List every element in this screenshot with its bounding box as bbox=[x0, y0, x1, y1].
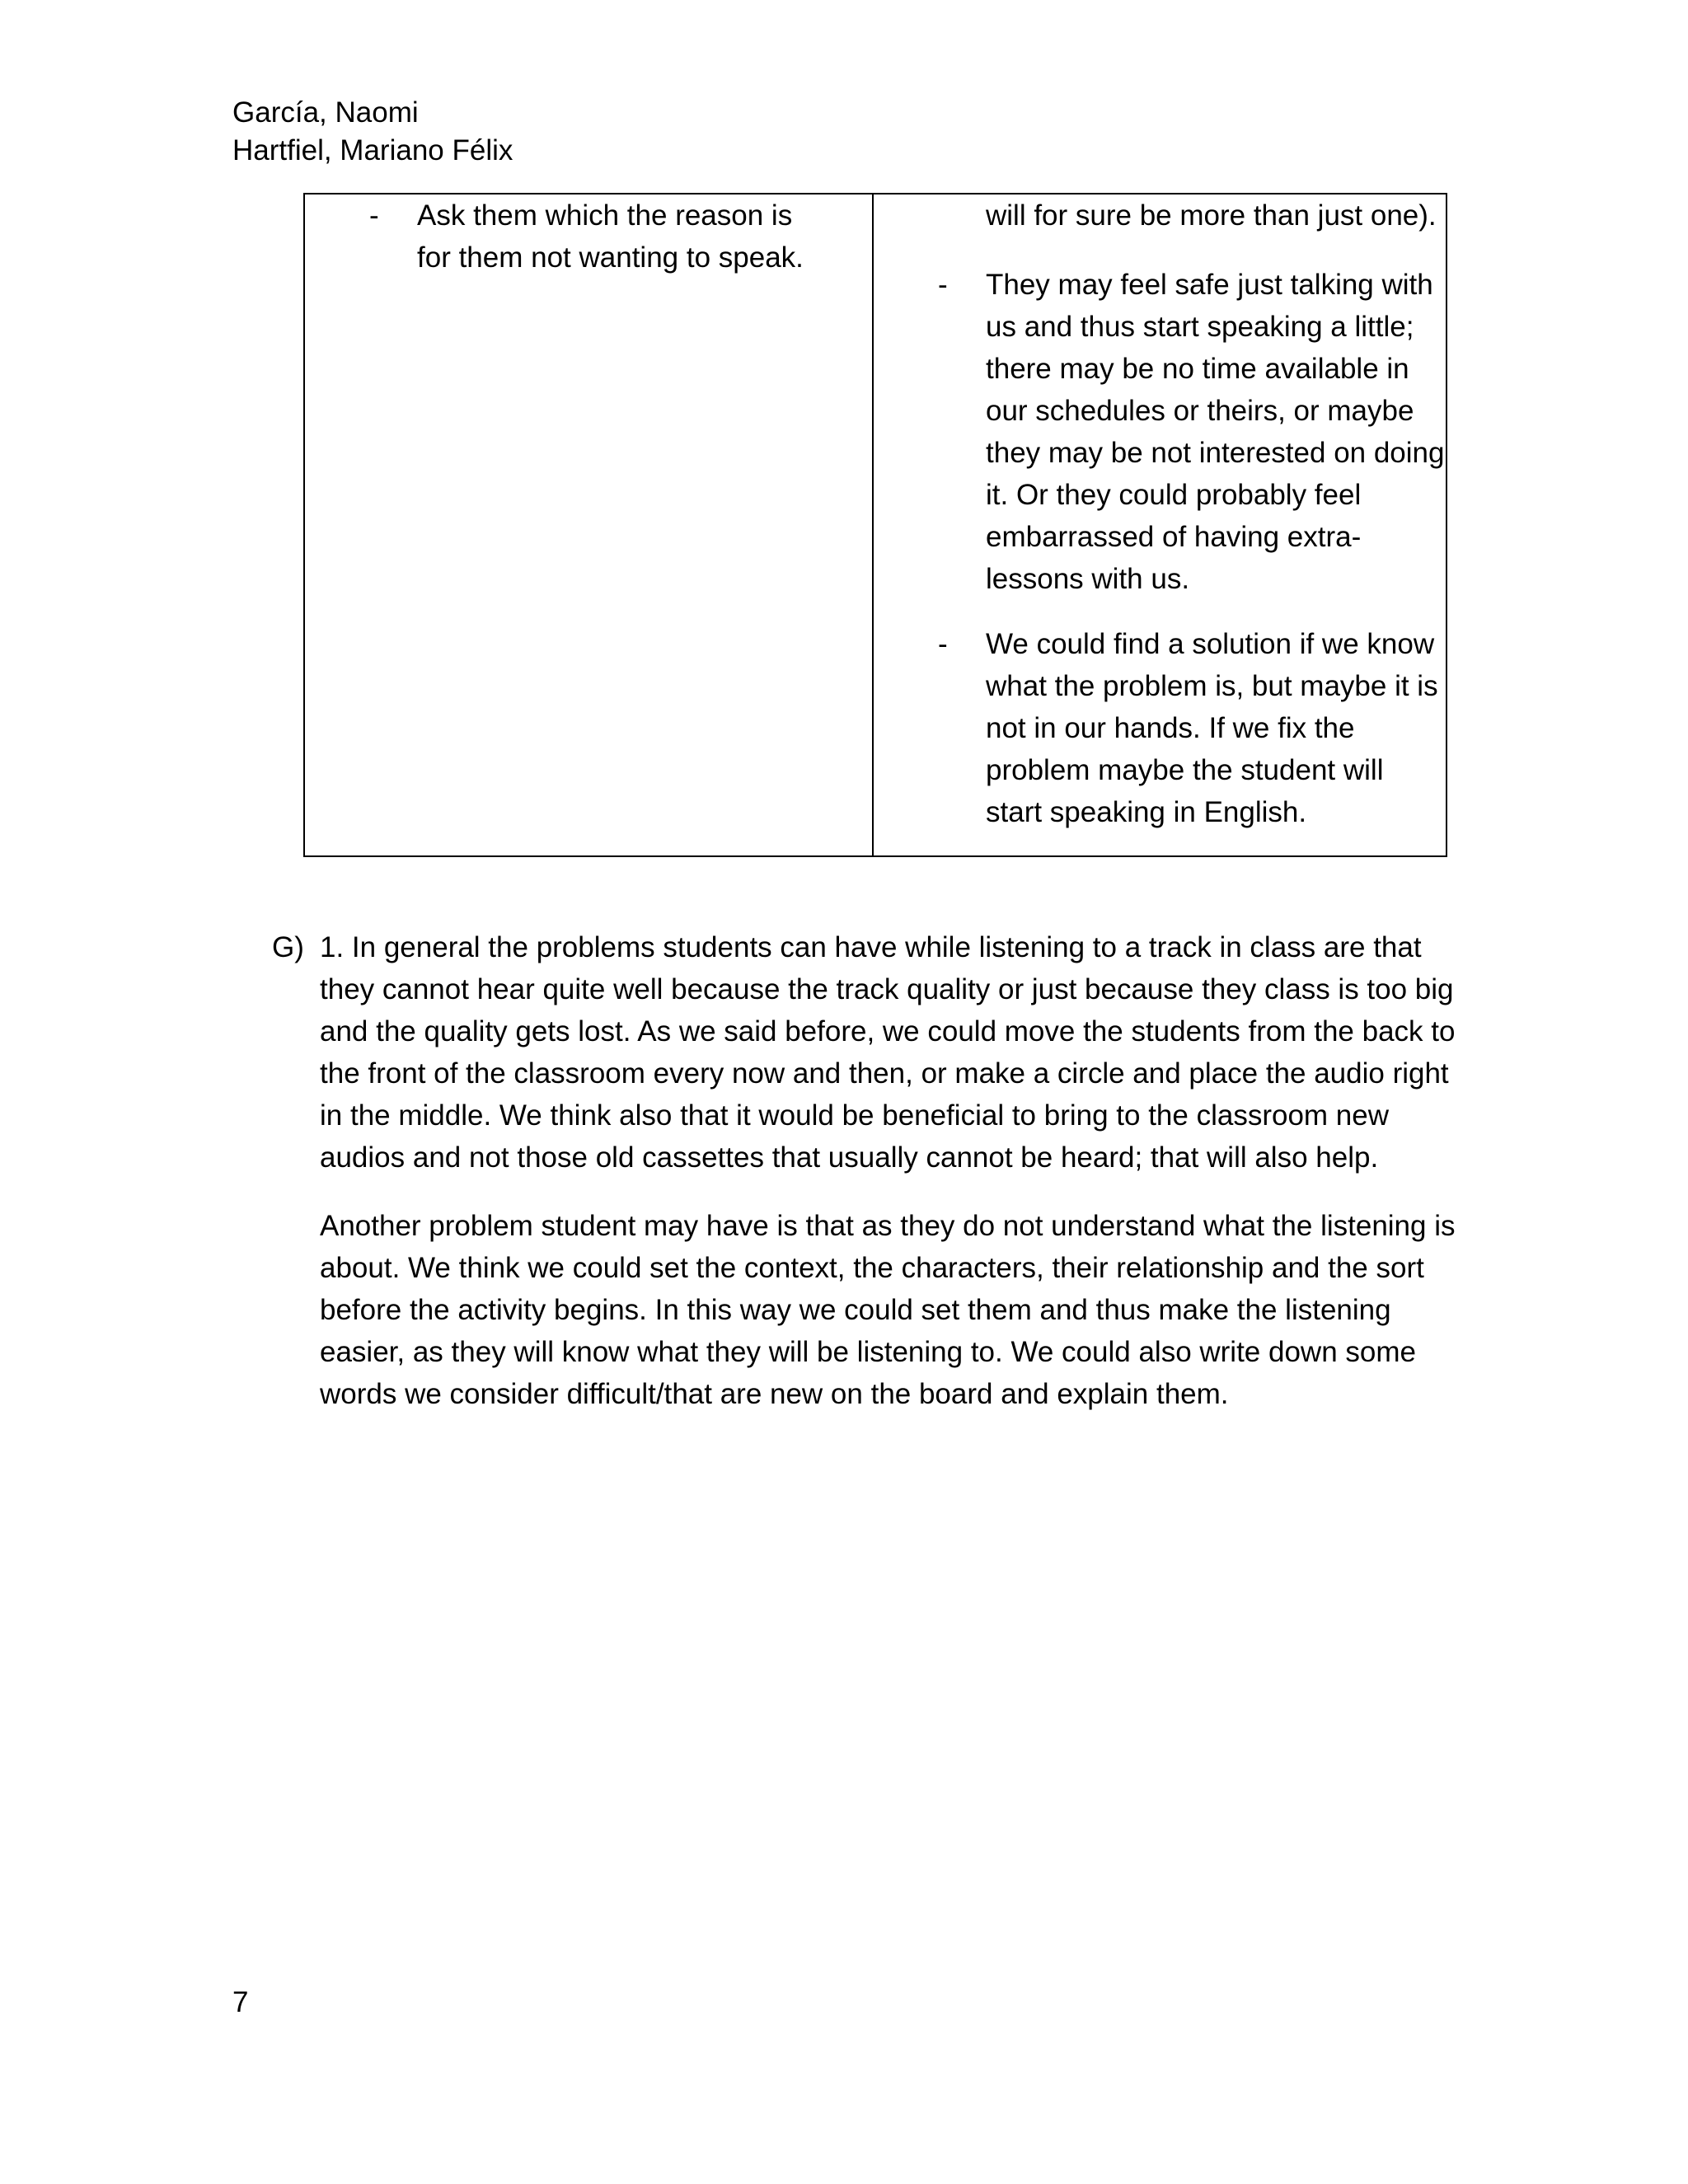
table-column-divider bbox=[872, 194, 874, 855]
continued-bullet-text: will for sure be more than just one). bbox=[986, 199, 1437, 232]
bullet-dash: - bbox=[938, 628, 948, 660]
section-paragraph: Another problem student may have is that as they do not understand what the listening is about. We think we could set the context, the characters, their relationship and the sort before the activity begins. In this way we could set them and thus make the listening easier, as they will know what they will be listening to. We could also write down some words we consider difficult/that are new on the board and explain them. bbox=[320, 1210, 1456, 1410]
content-table bbox=[303, 193, 1447, 857]
bullet-text: Ask them which the reason is for them not wanting to speak. bbox=[417, 199, 804, 274]
author-header bbox=[232, 94, 513, 170]
author-name: García, Naomi bbox=[232, 96, 419, 129]
bullet-text: We could find a solution if we know what the problem is, but maybe it is not in our hands. If we fix the problem maybe the student will start speaking in English. bbox=[986, 628, 1438, 828]
bullet-dash: - bbox=[938, 269, 948, 301]
section-label: G) bbox=[272, 931, 304, 963]
section-paragraph: 1. In general the problems students can have while listening to a track in class are that they cannot hear quite well because the track quality or just because they class is too big and the quality gets lost. As we said before, we could move the students from the back to the front of the classroom every now and then, or make a circle and place the audio right in the middle. We think also that it would be beneficial to bring to the classroom new audios and not those old cassettes that usually cannot be heard; that will also help. bbox=[320, 931, 1456, 1174]
page-number: 7 bbox=[232, 1986, 249, 2018]
bullet-dash: - bbox=[369, 199, 379, 232]
author-name: Hartfiel, Mariano Félix bbox=[232, 134, 513, 166]
bullet-text: They may feel safe just talking with us and thus start speaking a little; there may be no time available in our schedules or theirs, or maybe they may be not interested on doing it. Or they could probably feel embarrassed of having extra-lessons with us. bbox=[986, 269, 1445, 595]
